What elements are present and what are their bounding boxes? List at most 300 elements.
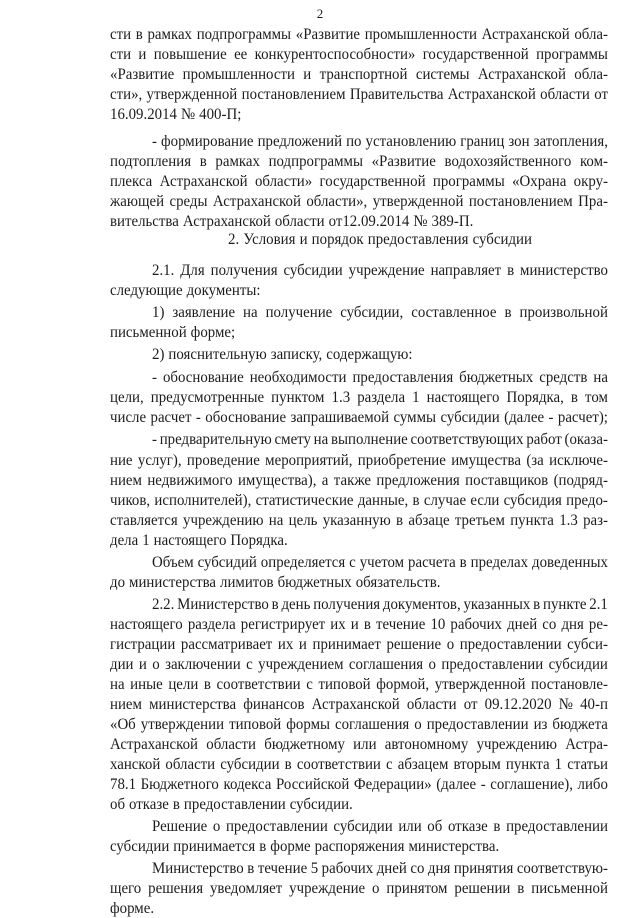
word: в: [459, 554, 467, 571]
word: дела: [110, 532, 139, 549]
word: предусмотренные: [150, 389, 265, 406]
word: направляет: [430, 262, 502, 279]
word: пункта: [510, 512, 554, 529]
word: пункта: [505, 756, 550, 773]
word: области: [406, 696, 457, 713]
word: программы: [536, 46, 608, 63]
text-line: [110, 172, 608, 191]
word: субси-: [567, 636, 608, 653]
word: ре-: [588, 616, 608, 633]
word: вительства: [110, 213, 179, 230]
word: принятом: [386, 880, 448, 897]
word: с: [386, 756, 393, 773]
word: получение: [265, 304, 333, 321]
text-line: [110, 65, 608, 84]
word: расчета: [408, 554, 456, 571]
word: типовой: [318, 676, 371, 693]
text-line: [110, 635, 608, 654]
text-line: [110, 212, 474, 231]
word: Астраханской: [477, 66, 566, 83]
word: учреждению: [183, 512, 264, 529]
word: чиков,: [110, 492, 151, 509]
word: Астраханской: [311, 696, 400, 713]
word: суммы: [393, 409, 437, 426]
page-number: 2: [316, 6, 324, 21]
word: субсидии,: [340, 304, 404, 321]
word: статистические: [255, 492, 354, 509]
word: ее: [234, 46, 248, 63]
word: от12.09.2014: [328, 213, 410, 230]
word: -: [480, 776, 486, 793]
word: промышленности: [182, 66, 295, 83]
word: распоряжения: [314, 838, 405, 855]
word: Правительства: [349, 86, 444, 103]
text-line: [110, 408, 608, 427]
word: Астраханской: [159, 173, 248, 190]
word: и: [138, 46, 147, 63]
word: пределах: [470, 554, 529, 571]
word: обла-: [574, 26, 608, 43]
text-line: [110, 795, 410, 814]
text-line: [110, 531, 320, 550]
word: дня: [561, 616, 584, 633]
word: в: [533, 596, 541, 613]
word: Министерство: [177, 596, 269, 613]
word: по: [346, 133, 362, 150]
word: цели: [168, 676, 199, 693]
word: промышленности: [364, 26, 477, 43]
word: в: [284, 756, 292, 773]
text-line: [152, 817, 608, 836]
word: либо: [577, 776, 608, 793]
word: министерства: [149, 696, 237, 713]
word: (далее: [436, 776, 477, 793]
word: их: [277, 636, 294, 653]
text-line: [152, 261, 608, 280]
word: автономному: [384, 736, 469, 753]
word: бюджетному: [264, 736, 345, 753]
word: -: [195, 409, 201, 426]
word: учреждение: [289, 880, 366, 897]
word: Астраханской: [212, 193, 301, 210]
word: формой,: [376, 676, 430, 693]
word: «Охрана: [512, 173, 567, 190]
word: 40-п: [580, 696, 608, 713]
word: отказе: [129, 796, 169, 813]
word: Федерации»: [353, 776, 432, 793]
word: в: [493, 818, 501, 835]
word: водохозяйственного: [444, 153, 572, 170]
text-line: [110, 105, 260, 124]
word: раздела: [357, 389, 406, 406]
word: имущества),: [237, 472, 317, 489]
word: области: [274, 213, 325, 230]
word: данные,: [357, 492, 409, 509]
text-line: [152, 368, 608, 387]
word: цель: [288, 512, 318, 529]
word: 1: [142, 532, 150, 549]
word: бюджетных: [277, 574, 352, 591]
word: Астраханской: [447, 86, 536, 103]
word: расчет: [150, 409, 192, 426]
word: раз-: [583, 512, 608, 529]
word: предоставлении: [441, 656, 544, 673]
word: зон: [508, 133, 530, 150]
word: если: [470, 492, 500, 509]
word: субсидии: [472, 231, 532, 248]
word: подтопления: [110, 153, 192, 170]
word: транспортной: [319, 66, 408, 83]
text-line: [110, 451, 608, 470]
text-line: [110, 675, 608, 694]
text-line: [152, 303, 608, 322]
word: постановлением: [468, 193, 573, 210]
word: соответствую-: [516, 860, 608, 877]
word: обоснование: [205, 409, 287, 426]
word: гистрации: [110, 636, 176, 653]
word: в: [396, 512, 404, 529]
word: рабочих: [450, 616, 502, 633]
word: приобретение: [357, 452, 446, 469]
word: ханской: [110, 756, 161, 773]
word: -: [548, 409, 554, 426]
text-line: [110, 323, 290, 342]
word: решении: [454, 880, 511, 897]
word: Российской: [275, 776, 350, 793]
word: нием: [110, 696, 142, 713]
text-line: [110, 715, 608, 734]
word: щего: [110, 880, 142, 897]
word: учетом: [359, 554, 405, 571]
word: исключе-: [549, 452, 608, 469]
word: соглашения: [348, 656, 424, 673]
word: утвержденной: [372, 193, 464, 210]
word: предоставлении: [183, 796, 286, 813]
word: предоставлении: [506, 818, 608, 835]
word: статьи: [567, 756, 608, 773]
word: указанную: [322, 512, 391, 529]
word: с: [306, 676, 313, 693]
word: в: [172, 796, 180, 813]
text-line: [110, 775, 608, 794]
word: настоящего: [426, 389, 500, 406]
word: 5: [310, 860, 319, 877]
word: утвержденной: [146, 86, 238, 103]
word: о: [428, 656, 436, 673]
word: 1: [554, 756, 563, 773]
word: государственной: [422, 46, 529, 63]
word: том: [585, 389, 608, 406]
word: настоящего: [153, 532, 227, 549]
word: учреждению: [476, 736, 558, 753]
word: соответствующих: [410, 431, 524, 448]
word: определяется: [260, 554, 346, 571]
section-heading: [200, 230, 560, 249]
word: «Развитие: [295, 26, 361, 43]
word: соглашения: [335, 716, 410, 733]
word: решения: [148, 880, 204, 897]
word: области: [206, 736, 256, 753]
word: решение: [386, 636, 442, 653]
word: подпрограммы: [268, 153, 363, 170]
word: смету: [274, 431, 311, 448]
word: 2): [152, 346, 165, 363]
word: рамках: [215, 153, 260, 170]
word: обоснование: [162, 369, 244, 386]
word: постановлением: [241, 86, 346, 103]
word: системы: [415, 66, 470, 83]
word: соответствии: [216, 676, 301, 693]
word: предварительную: [159, 431, 272, 448]
word: утвержденной: [434, 676, 526, 693]
text-line: [110, 25, 608, 44]
word: от: [463, 696, 478, 713]
word: кодекса: [223, 776, 272, 793]
word: от: [594, 86, 608, 103]
word: имущества: [451, 452, 521, 469]
word: течение: [257, 860, 308, 877]
word: произвольной: [519, 304, 608, 321]
word: области»,: [306, 193, 368, 210]
word: до: [110, 574, 126, 591]
word: получения: [210, 262, 278, 279]
word: границ: [460, 133, 505, 150]
word: выполнение: [331, 431, 408, 448]
word: финансов: [243, 696, 305, 713]
word: в: [199, 153, 207, 170]
word: и: [138, 656, 147, 673]
word: Бюджетного: [140, 776, 219, 793]
word: -: [152, 369, 157, 386]
word: пункте: [542, 596, 587, 613]
word: абзаце: [408, 512, 450, 529]
word: Порядка.: [230, 532, 288, 549]
text-line: [110, 655, 608, 674]
word: принятия: [453, 860, 514, 877]
text-line: [110, 899, 180, 918]
word: в: [570, 389, 578, 406]
word: ставляется: [110, 512, 178, 529]
word: субсидии: [333, 818, 393, 835]
word: №: [558, 696, 573, 713]
word: Объем: [152, 554, 194, 571]
word: принимается: [173, 838, 256, 855]
word: Порядка,: [506, 389, 564, 406]
word: дня: [427, 860, 451, 877]
word: заключении: [165, 656, 241, 673]
word: Решение: [152, 818, 208, 835]
word: на: [243, 304, 258, 321]
word: 1: [412, 389, 420, 406]
word: учреждением: [258, 656, 344, 673]
word: ние: [110, 452, 133, 469]
word: ком-: [579, 153, 608, 170]
word: субсидия: [503, 492, 562, 509]
word: регистрирует: [240, 616, 326, 633]
word: министерства.: [408, 838, 500, 855]
word: дней: [376, 860, 407, 877]
word: или: [398, 818, 422, 835]
word: области: [165, 756, 216, 773]
word: типовой: [229, 716, 282, 733]
word: поставщиков: [465, 472, 549, 489]
word: отказе: [447, 818, 488, 835]
word: об: [427, 818, 443, 835]
text-line: [152, 132, 608, 151]
word: 1.3: [559, 512, 578, 529]
word: конкурентоспособности»: [254, 46, 416, 63]
word: порядок: [311, 231, 364, 248]
word: раздела: [187, 616, 236, 633]
text-line: [110, 388, 608, 407]
word: предоставлении: [225, 818, 328, 835]
word: в: [507, 262, 515, 279]
text-line: [110, 491, 608, 510]
word: на: [593, 369, 608, 386]
word: документов,: [382, 596, 461, 613]
word: 16.09.2014: [110, 106, 177, 123]
word: обла-: [574, 66, 608, 83]
word: подпрограммы: [196, 26, 292, 43]
word: 10: [430, 616, 446, 633]
word: на: [268, 512, 284, 529]
word: пунктом: [271, 389, 325, 406]
word: сти: [110, 26, 132, 43]
word: -: [152, 133, 157, 150]
word: 2.1: [589, 596, 608, 613]
word: жающей: [110, 193, 165, 210]
word: 78.1: [110, 776, 137, 793]
word: в: [259, 838, 267, 855]
word: о: [446, 636, 455, 653]
word: учреждение: [348, 262, 425, 279]
word: проведение: [186, 452, 260, 469]
word: составленное: [411, 304, 497, 321]
word: Астраханской: [481, 26, 570, 43]
word: недвижимого: [147, 472, 233, 489]
text-line: [152, 595, 608, 614]
word: об: [110, 796, 126, 813]
word: о: [414, 716, 422, 733]
text-line: [110, 471, 608, 490]
word: области»: [254, 173, 313, 190]
word: документы:: [186, 282, 261, 299]
word: Астра-: [565, 736, 608, 753]
word: в: [135, 26, 143, 43]
word: и: [350, 616, 359, 633]
word: программы: [432, 173, 505, 190]
word: и: [299, 231, 308, 248]
word: (далее: [504, 409, 545, 426]
word: иные: [130, 676, 163, 693]
word: сти»,: [110, 86, 143, 103]
word: пояснительную: [168, 346, 267, 363]
text-line: [110, 192, 608, 211]
word: среды: [169, 193, 208, 210]
text-line: [110, 735, 608, 754]
word: дии: [110, 656, 134, 673]
word: области: [540, 86, 590, 103]
word: 389-П.: [431, 213, 474, 230]
word: в: [504, 304, 512, 321]
word: (подряд-: [553, 472, 608, 489]
word: случае: [423, 492, 467, 509]
word: указанных: [463, 596, 531, 613]
word: формирование: [161, 133, 254, 150]
word: на: [110, 676, 125, 693]
word: рабочих: [321, 860, 374, 877]
text-line: [110, 45, 608, 64]
word: со: [542, 616, 557, 633]
word: сти: [110, 46, 132, 63]
word: обязательств.: [355, 574, 441, 591]
word: доведенных: [532, 554, 608, 571]
word: Астраханской: [182, 213, 271, 230]
word: и: [303, 66, 312, 83]
word: дней: [507, 616, 538, 633]
word: о: [372, 880, 380, 897]
word: утверждении: [140, 716, 225, 733]
word: в: [517, 880, 525, 897]
word: третьем: [454, 512, 505, 529]
word: «Развитие: [371, 153, 436, 170]
word: государственной: [319, 173, 426, 190]
word: предоставления: [352, 369, 454, 386]
word: субсидии: [548, 656, 608, 673]
word: записку,: [270, 346, 323, 363]
word: с: [349, 554, 356, 571]
word: о: [212, 818, 221, 835]
word: исполнителей),: [154, 492, 252, 509]
word: в: [271, 596, 279, 613]
word: услуг),: [137, 452, 182, 469]
word: на: [313, 431, 329, 448]
word: установлению: [365, 133, 457, 150]
word: окру-: [573, 173, 608, 190]
word: 400-П;: [199, 106, 242, 123]
word: настоящего: [110, 616, 183, 633]
word: Условия: [243, 231, 296, 248]
word: №: [180, 106, 196, 123]
word: «Об: [110, 716, 136, 733]
text-line: [110, 879, 608, 898]
word: принимает: [312, 636, 381, 653]
word: предоставления: [367, 231, 469, 248]
text-line: [152, 859, 608, 878]
word: министерства: [129, 574, 217, 591]
word: в: [412, 492, 420, 509]
word: со: [410, 860, 425, 877]
word: предложений: [257, 133, 343, 150]
word: министерство: [520, 262, 608, 279]
word: цели,: [110, 389, 144, 406]
word: письменной: [110, 324, 187, 341]
word: субсидии: [283, 262, 343, 279]
word: форме: [270, 838, 311, 855]
word: числе: [110, 409, 147, 426]
word: с: [246, 656, 253, 673]
word: субсидии: [110, 838, 170, 855]
word: в: [363, 616, 371, 633]
word: средств: [539, 369, 588, 386]
word: Пра-: [578, 193, 608, 210]
text-line: [110, 837, 500, 856]
word: 1): [152, 304, 165, 321]
text-line: [110, 755, 608, 774]
word: соглашение),: [490, 776, 573, 793]
word: предоставлении: [426, 716, 529, 733]
word: субсидии: [220, 756, 280, 773]
